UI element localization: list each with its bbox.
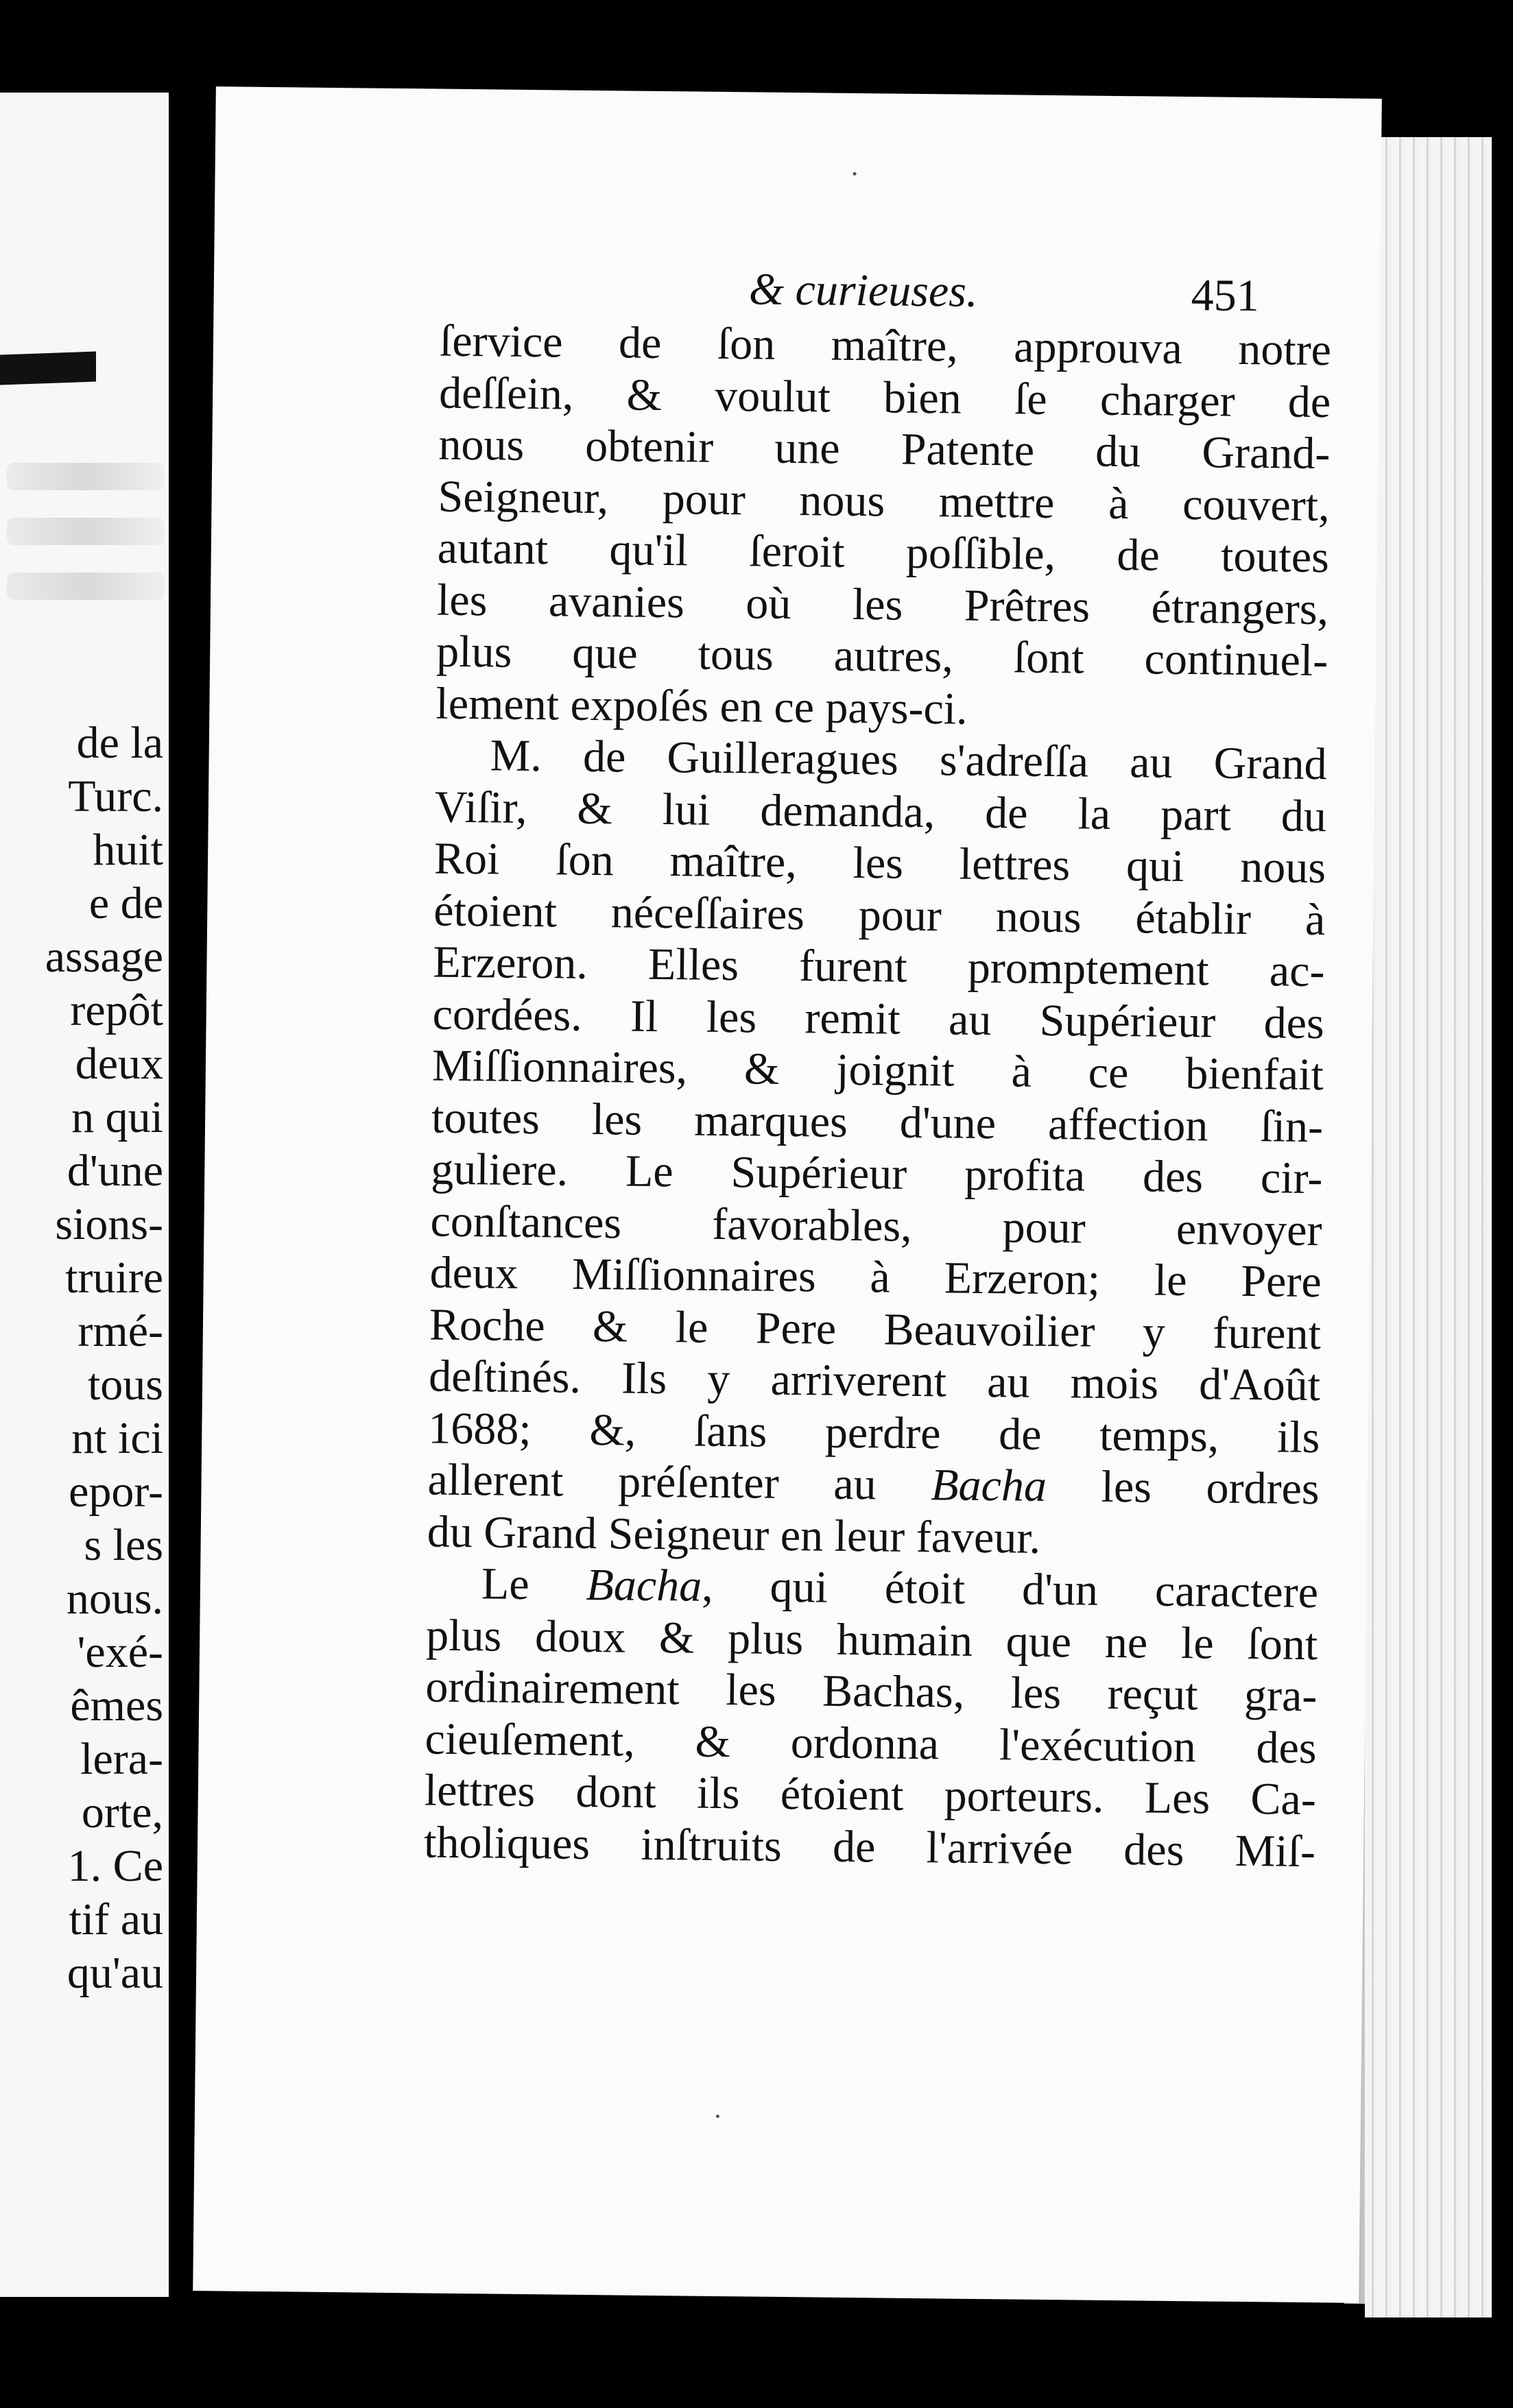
text-line: Roi ſon maître, les lettres qui nous (433, 833, 1326, 893)
text-line: deſſein, & voulut bien ſe charger de (438, 368, 1331, 427)
text-line: ſervice de ſon maître, approuva notre (439, 315, 1332, 376)
text-line: les avanies où les Prêtres étrangers, (436, 575, 1329, 634)
page-block-edges (1365, 137, 1492, 2317)
text-line: Viſir, & lui demanda, de la part du (434, 782, 1327, 841)
left-line: d'une (67, 1146, 163, 1196)
left-line: êmes (70, 1681, 163, 1731)
text-line (427, 1454, 1320, 1515)
text-line: Erzeron. Elles furent promptement ac- (433, 937, 1325, 997)
text-line: M. de Guilleragues s'adreſſa au Grand (490, 730, 1327, 790)
text-line: cieuſement, & ordonna l'exécution des (425, 1713, 1317, 1773)
text-line (427, 1558, 1319, 1619)
left-page (0, 93, 169, 2297)
left-page-faded-text (7, 463, 165, 490)
left-line: rmé- (78, 1306, 163, 1356)
text-line: deux Miſſionnaires à Erzeron; le Pere (429, 1247, 1322, 1308)
left-line: deux (75, 1039, 163, 1089)
italic-word: Bacha (930, 1460, 1047, 1511)
left-page-ornament-rule (0, 352, 96, 385)
text-line: Roche & le Pere Beauvoilier y furent (429, 1299, 1322, 1359)
left-line: Turc. (68, 771, 163, 821)
left-line: s les (84, 1520, 163, 1570)
paper-speck (716, 2115, 719, 2118)
paper-speck (853, 172, 857, 176)
left-line: qu'au (67, 1948, 163, 1998)
left-line: e de (88, 878, 163, 928)
left-line: de la (76, 718, 163, 768)
left-line: repôt (70, 985, 163, 1035)
text-line: cordées. Il les remit au Supérieur des (432, 989, 1325, 1048)
text-line: conſtances favorables, pour envoyer (430, 1196, 1322, 1255)
left-page-faded-text (7, 518, 165, 545)
left-line: lera- (80, 1734, 163, 1784)
text-line: du Grand Seigneur en leur faveur. (427, 1506, 1041, 1563)
text-line: étoient néceſſaires pour nous établir à (433, 885, 1326, 945)
left-line: orte, (81, 1787, 163, 1838)
text-run: Le (481, 1558, 586, 1610)
page-number: 451 (1191, 270, 1260, 322)
text-line: nous obtenir une Patente du Grand- (438, 419, 1331, 479)
left-line: nt ici (71, 1413, 163, 1463)
text-line: plus que tous autres, ſont continuel- (436, 626, 1329, 686)
text-line: ordinairement les Bachas, les reçut gra- (425, 1661, 1318, 1722)
left-line: tous (87, 1360, 163, 1410)
left-line: n qui (71, 1092, 163, 1142)
left-page-text (0, 717, 165, 2000)
text-run: allerent préſenter au (427, 1454, 931, 1510)
text-line: plus doux & plus humain que ne le ſont (425, 1610, 1318, 1670)
left-line: assage (45, 932, 163, 982)
text-run: les ordres (1046, 1460, 1320, 1515)
text-line: deſtinés. Ils y arriverent au mois d'Août (428, 1351, 1321, 1411)
left-line: truire (65, 1253, 163, 1303)
text-line: Seigneur, pour nous mettre à couvert, (438, 471, 1330, 531)
text-line: toutes les marques d'une affection ſin- (431, 1092, 1324, 1152)
text-line: autant qu'il ſeroit poſſible, de toutes (437, 522, 1330, 583)
left-page-faded-text (7, 573, 165, 600)
text-line: guliere. Le Supérieur profita des cir- (430, 1144, 1323, 1204)
text-line: 1688; &, ſans perdre de temps, ils (428, 1403, 1320, 1462)
left-line: huit (93, 825, 163, 875)
left-line: sions- (55, 1199, 163, 1249)
text-line: tholiques inſtruits de l'arrivée des Miſ- (423, 1817, 1316, 1877)
left-line: tif au (69, 1894, 163, 1945)
left-line: 1. Ce (67, 1841, 163, 1891)
text-run: , qui étoit d'un caractere (701, 1561, 1319, 1618)
text-line: lettres dont ils étoient porteurs. Les Ca- (424, 1765, 1317, 1825)
left-line: 'exé- (77, 1627, 163, 1677)
text-line: Miſſionnaires, & joignit à ce bienfait (431, 1040, 1324, 1100)
italic-word: Bacha (586, 1559, 702, 1611)
left-line: epor- (69, 1467, 163, 1517)
page-body-text (424, 315, 1332, 1877)
left-line: nous. (66, 1574, 163, 1624)
running-title: & curieuses. (748, 264, 978, 317)
right-page (193, 86, 1382, 2303)
text-line: lement expoſés en ce pays-ci. (436, 678, 968, 734)
